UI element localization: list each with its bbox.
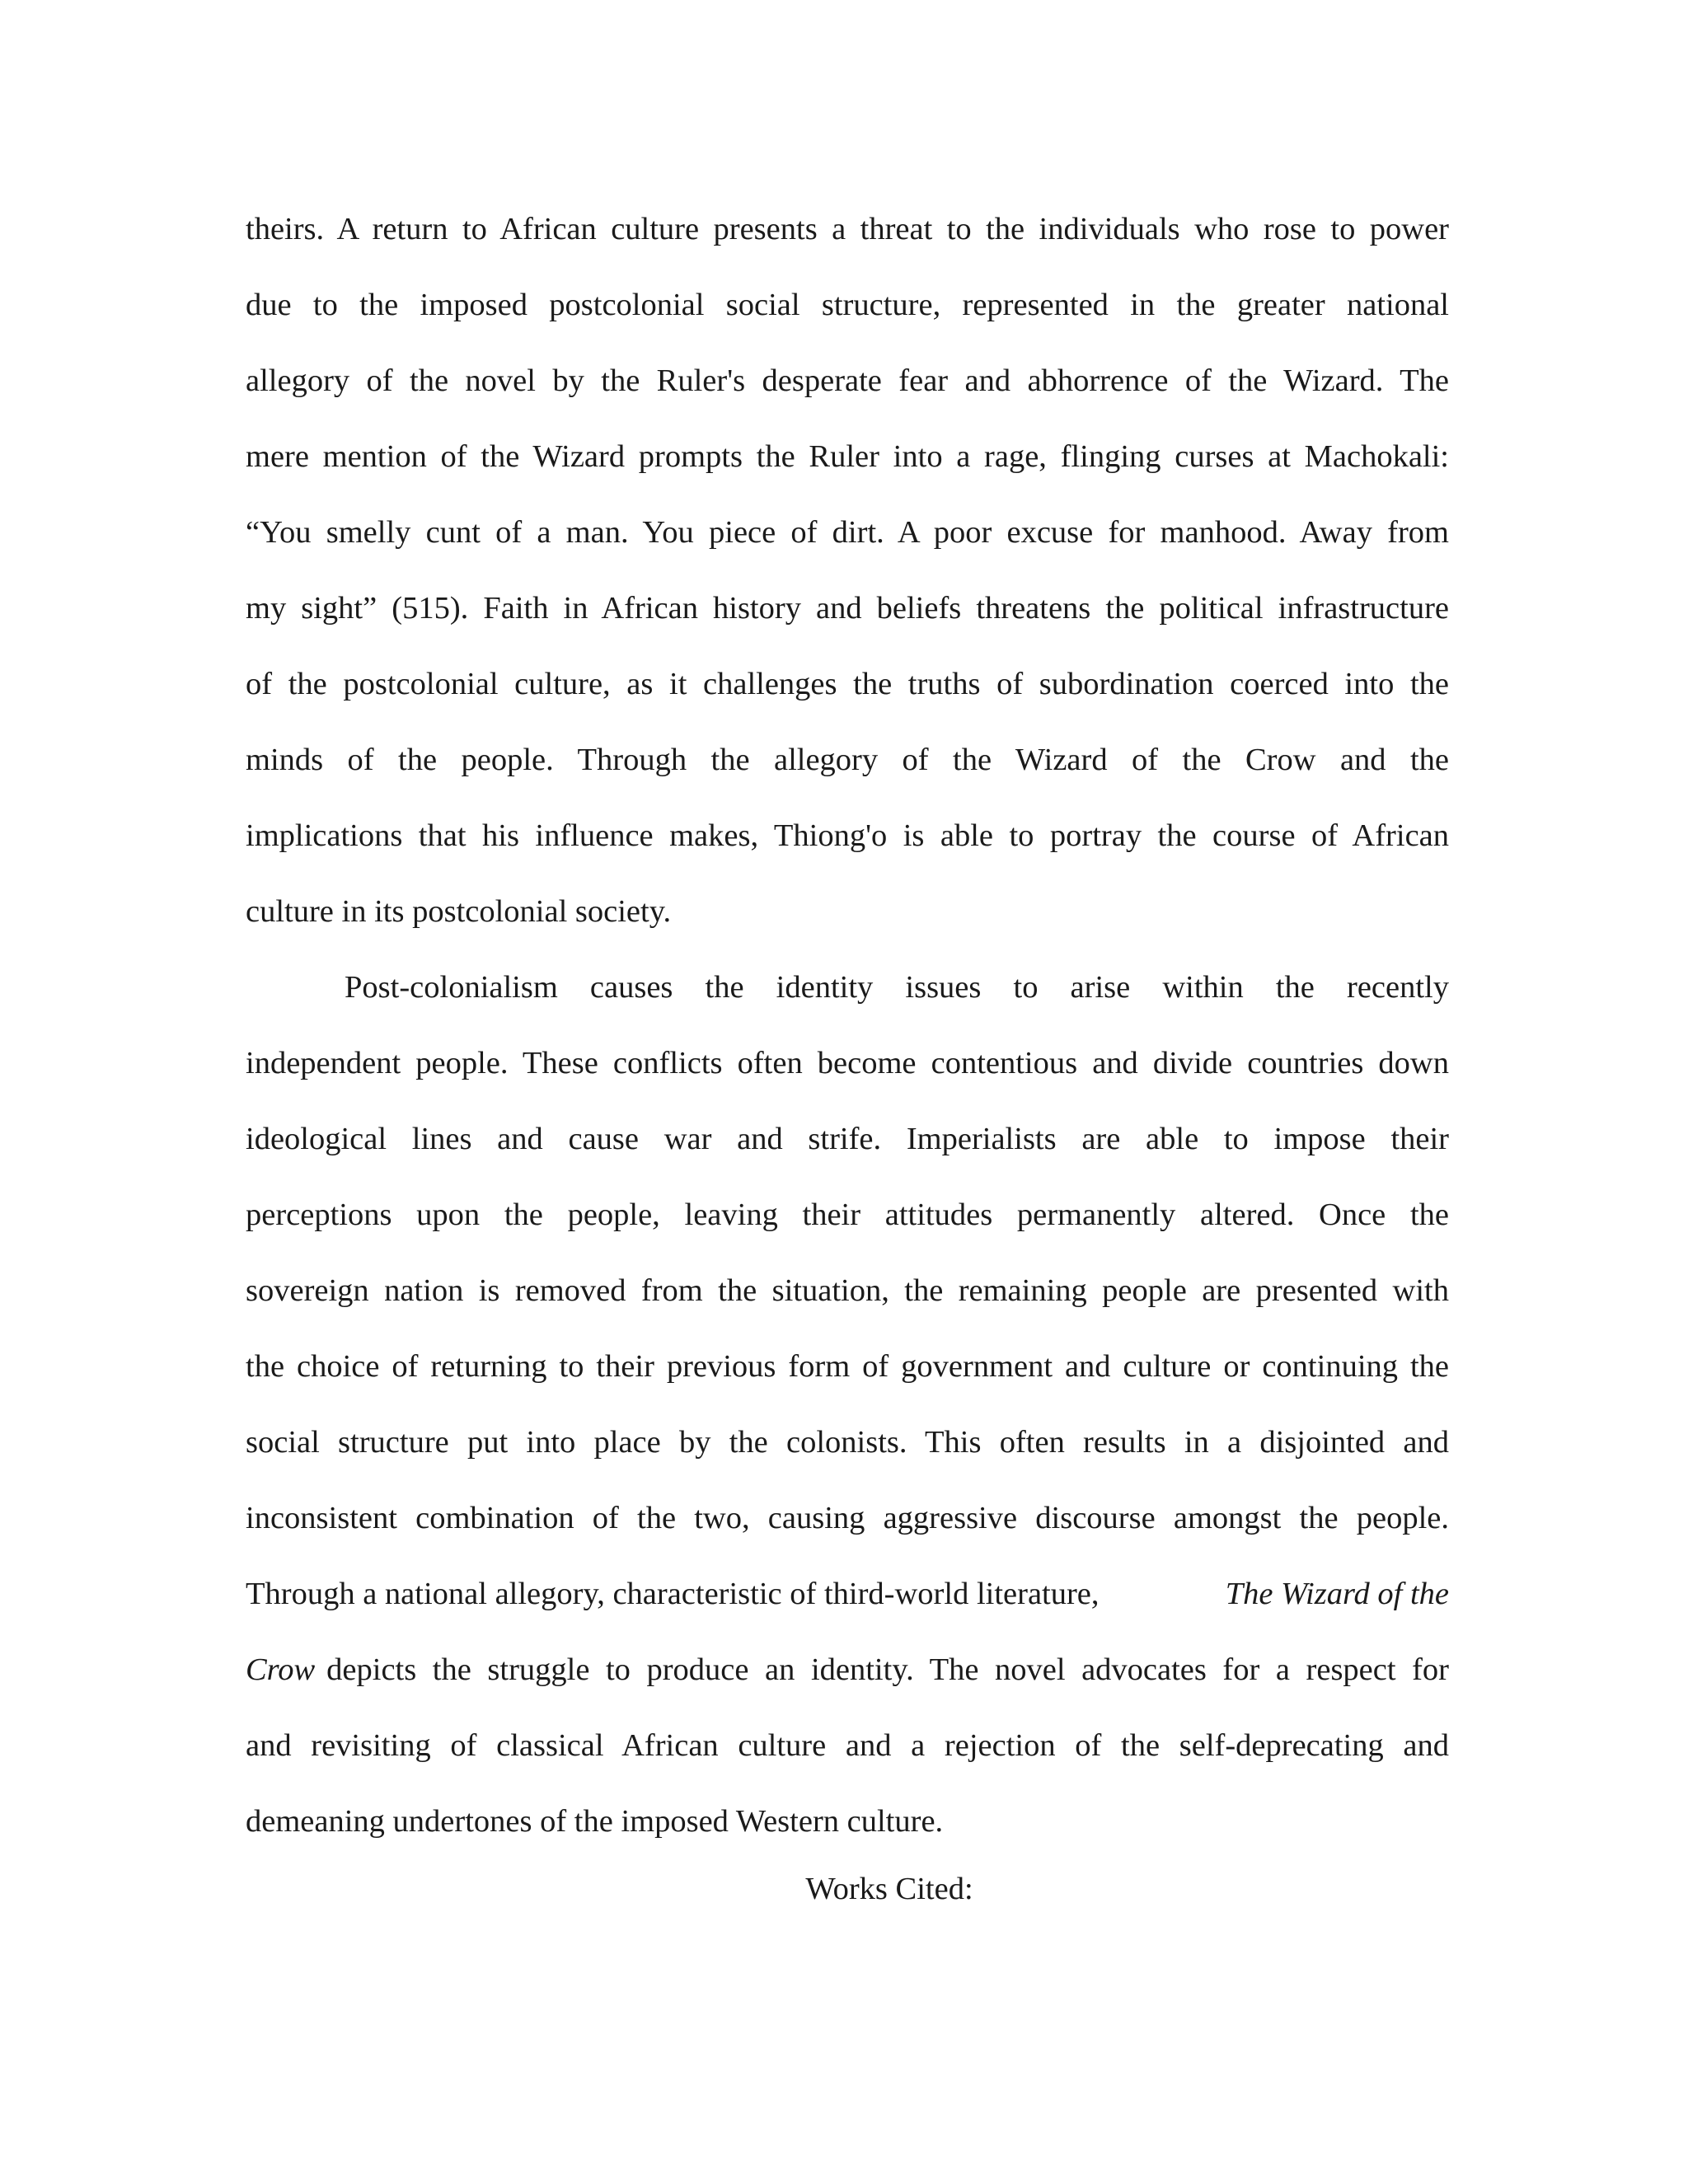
text-line: my sight” (515). Faith in African history and beliefs threatens the political infrastructure (246, 591, 1449, 626)
text-line: ideological lines and cause war and strife. Imperialists are able to impose their (246, 1122, 1449, 1156)
text-line (246, 1632, 1449, 1708)
works-cited-heading: Works Cited: (805, 1872, 973, 1906)
text-segment: Through a national allegory, characteristic of third-world literature, (246, 1577, 1100, 1611)
text-line: mere mention of the Wizard prompts the Ruler into a rage, flinging curses at Machokali: (246, 439, 1449, 474)
text-line: minds of the people. Through the allegory of the Wizard of the Crow and the (246, 743, 1449, 777)
text-line: and revisiting of classical African culture and a rejection of the self-deprecating and (246, 1728, 1449, 1763)
text-line: social structure put into place by the colonists. This often results in a disjointed and (246, 1425, 1449, 1460)
body-text (246, 191, 1449, 1859)
text-line: due to the imposed postcolonial social structure, represented in the greater national (246, 288, 1449, 322)
book-title-italic: Crow (246, 1652, 316, 1687)
text-line: independent people. These conflicts often become contentious and divide countries down (246, 1046, 1449, 1080)
text-line: inconsistent combination of the two, causing aggressive discourse amongst the people. (246, 1501, 1449, 1535)
text-segment: depicts the struggle to produce an identity. The novel advocates for a respect for (326, 1652, 1449, 1687)
text-line (246, 1556, 1449, 1632)
text-line: sovereign nation is removed from the situation, the remaining people are presented with (246, 1273, 1449, 1308)
text-line: theirs. A return to African culture presents a threat to the individuals who rose to power (246, 212, 1449, 246)
text-line: implications that his influence makes, Thiong'o is able to portray the course of African (246, 818, 1449, 853)
text-line: “You smelly cunt of a man. You piece of dirt. A poor excuse for manhood. Away from (246, 515, 1449, 550)
text-line: the choice of returning to their previous form of government and culture or continuing the (246, 1349, 1449, 1384)
text-line-paragraph-start: Post-colonialism causes the identity issues to arise within the recently (345, 970, 1449, 1005)
text-line: culture in its postcolonial society. (246, 894, 672, 929)
text-line: of the postcolonial culture, as it challenges the truths of subordination coerced into the (246, 667, 1449, 701)
text-line: perceptions upon the people, leaving their attitudes permanently altered. Once the (246, 1197, 1449, 1232)
text-line: allegory of the novel by the Ruler's desperate fear and abhorrence of the Wizard. The (246, 363, 1449, 398)
text-line: demeaning undertones of the imposed Western culture. (246, 1804, 944, 1839)
book-title-italic: The Wizard of the (1225, 1577, 1449, 1611)
